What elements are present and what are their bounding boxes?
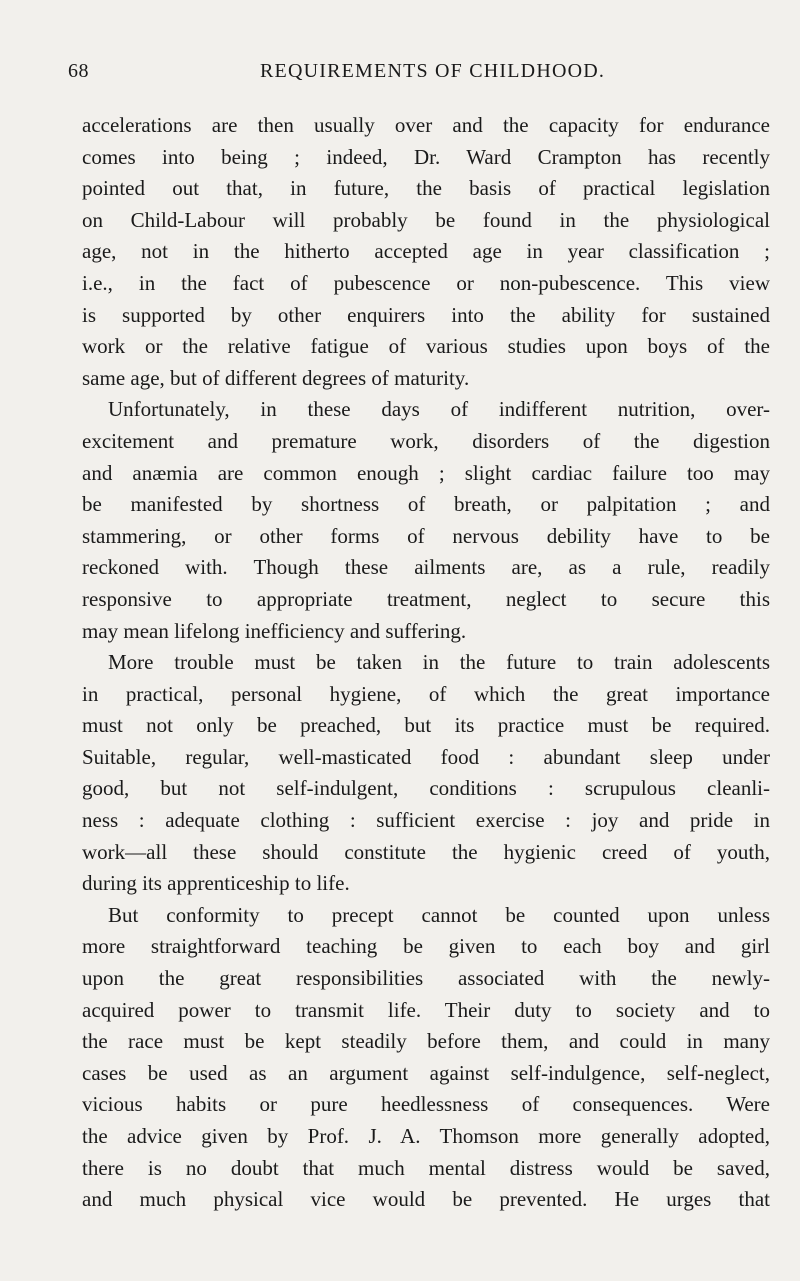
text-line: and anæmia are common enough ; slight cardiac failure too may — [82, 460, 770, 485]
text-line: the race must be kept steadily before them, and could in many — [82, 1029, 770, 1054]
paragraph-start-line: But conformity to precept cannot be counted upon unless — [108, 902, 770, 927]
text-line: work—all these should constitute the hygienic creed of youth, — [82, 839, 770, 864]
text-line: reckoned with. Though these ailments are, as a rule, readily — [82, 555, 770, 580]
text-line: age, not in the hitherto accepted age in year classification ; — [82, 239, 770, 264]
text-line: i.e., in the fact of pubescence or non-pubescence. This view — [82, 270, 770, 295]
text-line: stammering, or other forms of nervous debility have to be — [82, 523, 770, 548]
text-line: is supported by other enquirers into the ability for sustained — [82, 302, 770, 327]
text-line: ness : adequate clothing : sufficient exercise : joy and pride in — [82, 808, 770, 833]
text-line: responsive to appropriate treatment, neglect to secure this — [82, 586, 770, 611]
text-line: good, but not self-indulgent, conditions : scrupulous cleanli- — [82, 776, 770, 801]
text-line: must not only be preached, but its practice must be required. — [82, 713, 770, 738]
page-header — [68, 60, 768, 90]
text-line: the advice given by Prof. J. A. Thomson more generally adopted, — [82, 1124, 770, 1148]
text-line: in practical, personal hygiene, of which the great importance — [82, 681, 770, 706]
text-line: be manifested by shortness of breath, or palpitation ; and — [82, 492, 770, 517]
text-line: more straightforward teaching be given to each boy and girl — [82, 934, 770, 959]
text-line: work or the relative fatigue of various studies upon boys of the — [82, 334, 770, 359]
text-line: pointed out that, in future, the basis of practical legislation — [82, 176, 770, 201]
running-head: REQUIREMENTS OF CHILDHOOD. — [260, 60, 606, 82]
text-line: upon the great responsibilities associated with the newly- — [82, 966, 770, 991]
text-line: on Child-Labour will probably be found in the physiological — [82, 207, 770, 232]
text-line: accelerations are then usually over and the capacity for endurance — [82, 113, 770, 137]
paragraph-start-line: More trouble must be taken in the future to train adolescents — [108, 650, 770, 675]
paragraph-end-line: same age, but of different degrees of maturity. — [82, 365, 470, 390]
text-line: Suitable, regular, well-masticated food : abundant sleep under — [82, 744, 770, 769]
text-line: comes into being ; indeed, Dr. Ward Crampton has recently — [82, 144, 770, 169]
text-line: excitement and premature work, disorders of the digestion — [82, 428, 770, 453]
paragraph-end-line: may mean lifelong inefficiency and suffering. — [82, 618, 467, 643]
text-line: and much physical vice would be prevented. He urges that — [82, 1187, 770, 1212]
text-line: vicious habits or pure heedlessness of consequences. Were — [82, 1092, 770, 1117]
paragraph-end-line: during its apprenticeship to life. — [82, 871, 350, 896]
text-line: cases be used as an argument against self-indulgence, self-neglect, — [82, 1060, 770, 1085]
text-line: acquired power to transmit life. Their duty to society and to — [82, 997, 770, 1022]
paragraph-start-line: Unfortunately, in these days of indifferent nutrition, over- — [108, 397, 770, 422]
page-number: 68 — [68, 60, 89, 82]
text-line: there is no doubt that much mental distress would be saved, — [82, 1155, 770, 1180]
body-text — [82, 110, 770, 1216]
